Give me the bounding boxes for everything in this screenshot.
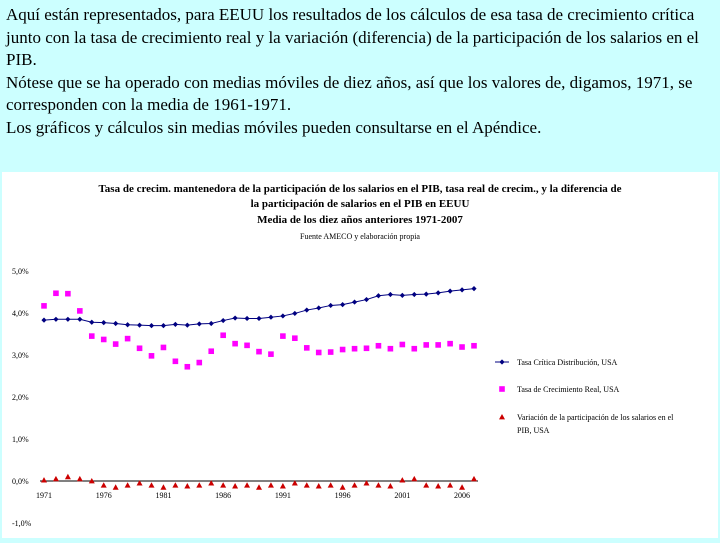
data-point [232,341,238,347]
data-point [423,482,429,487]
data-point [160,484,166,489]
data-point [280,483,286,488]
data-point [304,482,310,487]
data-point [101,482,107,487]
data-point [316,350,322,356]
data-point [53,476,59,481]
data-point [268,315,273,320]
x-tick-label: 1971 [36,491,52,500]
data-point [149,353,155,359]
data-point [424,292,429,297]
data-point [197,321,202,326]
data-point [161,345,167,351]
data-point [364,297,369,302]
data-point [459,484,465,489]
data-point [101,320,106,325]
data-point [471,286,476,291]
data-point [125,482,131,487]
intro-paragraph-3: Los gráficos y cálculos sin medias móviles pueden consultarse en el Apéndice. [6,117,542,137]
chart-title [98,183,621,241]
y-tick-label: -1,0% [12,519,32,528]
legend-item-2 [499,385,619,394]
y-tick-label: 1,0% [12,435,29,444]
x-tick-label: 1976 [95,491,112,500]
data-point [244,316,249,321]
data-point [292,335,298,341]
legend-label: Tasa de Crecimiento Real, USA [517,385,620,394]
data-point [268,482,274,487]
data-point [65,317,70,322]
data-point [125,336,131,342]
data-point [447,482,453,487]
data-point [435,483,441,488]
data-point [280,313,285,318]
x-tick-label: 1981 [155,491,172,500]
data-point [256,316,261,321]
data-point [316,483,322,488]
data-point [399,477,405,482]
x-tick-label: 2006 [454,491,471,500]
data-point [459,287,464,292]
y-tick-label: 3,0% [12,351,29,360]
data-point [244,343,250,349]
data-point [340,347,346,353]
data-point [375,482,381,487]
data-point [173,322,178,327]
chart-title-line-1: Tasa de crecim. mantenedora de la participación de los salarios en el PIB, tasa real de crecim., y la diferencia de [98,183,622,195]
y-tick-label: 5,0% [12,267,29,276]
y-axis-ticks [12,267,32,528]
data-point [137,345,143,351]
data-point [256,349,262,355]
series-3 [41,474,477,490]
data-point [328,349,334,355]
data-point [137,323,142,328]
data-point [113,341,119,347]
data-point [423,342,429,348]
data-point [436,290,441,295]
data-point [352,346,358,352]
data-point [113,321,118,326]
data-point [77,317,82,322]
data-point [411,476,417,481]
data-point [400,293,405,298]
data-point [209,321,214,326]
legend-label: Variación de la participación de los salarios en el [517,413,674,422]
line-chart [2,172,718,538]
data-point [221,318,226,323]
chart-legend [495,358,674,435]
data-point [412,292,417,297]
data-point [328,482,334,487]
data-point [280,333,286,339]
legend-marker [499,414,505,419]
data-point [244,482,250,487]
data-point [304,307,309,312]
data-point [196,360,202,366]
legend-label: PIB, USA [517,426,550,435]
intro-paragraph-1: Aquí están representados, para EEUU los resultados de los cálculos de esa tasa de crecimiento crítica junto con la tasa de crecimiento real y la variación (diferencia) de la participación de los salarios en el PIB. [6,5,699,69]
data-point [268,351,274,357]
x-tick-label: 2001 [394,491,411,500]
series-2 [41,290,477,369]
intro-text [6,4,714,139]
data-point [352,299,357,304]
data-point [125,322,130,327]
data-point [41,477,47,482]
data-point [388,292,393,297]
series-1 [41,286,476,328]
legend-item-3 [499,413,674,435]
x-axis-ticks [36,491,470,500]
data-point [471,476,477,481]
data-point [292,311,297,316]
data-point [328,303,333,308]
data-point [173,359,179,365]
data-point [411,346,417,352]
data-point [471,343,477,349]
y-tick-label: 0,0% [12,477,29,486]
chart-subtitle: Fuente AMECO y elaboración propia [300,232,420,241]
data-point [316,305,321,310]
data-point [448,289,453,294]
data-point [185,323,190,328]
data-point [387,483,393,488]
x-tick-label: 1996 [334,491,351,500]
chart-title-line-2: la participación de salarios en el PIB en EEUU [250,198,470,210]
data-point [364,345,370,351]
data-point [352,482,358,487]
legend-marker [499,386,505,392]
data-point [435,342,441,348]
data-point [53,317,58,322]
data-point [161,323,166,328]
data-point [304,345,310,351]
legend-marker [499,359,504,364]
data-point [89,333,95,339]
data-point [149,482,155,487]
data-point [77,476,83,481]
chart-series [41,286,477,490]
legend-item-1 [495,358,618,367]
y-tick-label: 4,0% [12,309,29,318]
data-point [101,337,107,343]
data-point [89,320,94,325]
data-point [113,484,119,489]
data-point [65,474,71,479]
data-point [400,342,406,348]
data-point [447,341,453,347]
data-point [184,483,190,488]
chart-title-line-3: Media de los diez años anteriores 1971-2007 [257,214,463,226]
data-point [65,291,71,297]
data-point [220,482,226,487]
data-point [340,484,346,489]
data-point [233,315,238,320]
x-tick-label: 1986 [215,491,232,500]
data-point [53,290,59,296]
data-point [220,332,226,338]
data-point [232,483,238,488]
data-point [149,323,154,328]
data-point [185,364,191,370]
data-point [459,344,465,350]
x-tick-label: 1991 [274,491,291,500]
data-point [41,303,47,309]
data-point [196,482,202,487]
data-point [340,302,345,307]
intro-paragraph-2: Nótese que se ha operado con medias móviles de diez años, así que los valores de, digamos, 1971, se corresponden con la media de 1961-1971. [6,72,693,114]
data-point [41,318,46,323]
data-point [77,308,83,314]
legend-label: Tasa Crítica Distribución, USA [517,358,618,367]
data-point [172,482,178,487]
data-point [388,346,394,352]
data-point [208,348,214,354]
data-point [376,343,382,349]
chart-panel [2,172,718,538]
y-tick-label: 2,0% [12,393,29,402]
data-point [256,484,262,489]
data-point [376,293,381,298]
